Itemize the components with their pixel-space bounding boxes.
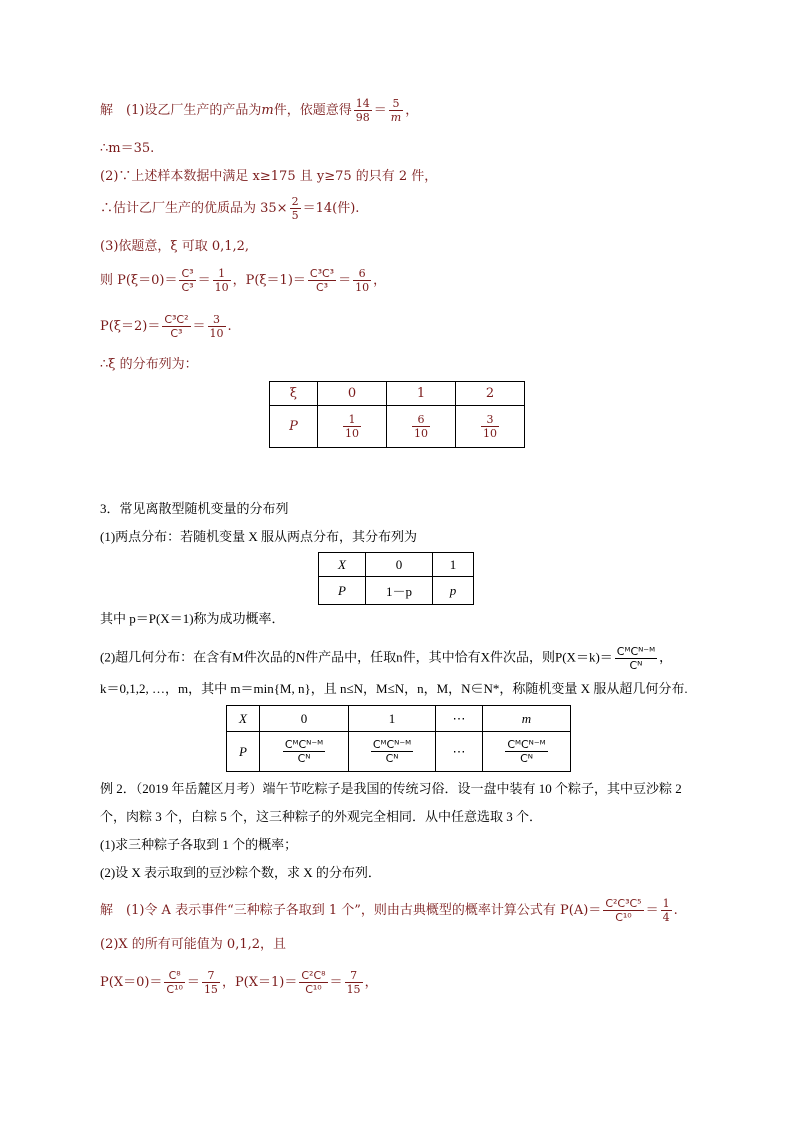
hypergeometric-line1 bbox=[100, 646, 672, 671]
equals: ＝ bbox=[373, 103, 387, 118]
numerator: C³ bbox=[181, 267, 194, 280]
text: (2)超几何分布：在含有M件次品的N件产品中，任取n件，其中恰有X件次品，则P(X＝k)＝ bbox=[100, 649, 613, 665]
text: P(ξ＝2)＝ bbox=[100, 319, 161, 334]
denominator: C¹⁰ bbox=[615, 911, 632, 924]
table-cell bbox=[387, 406, 456, 448]
table-cell bbox=[456, 406, 525, 448]
equals: ＝ bbox=[186, 975, 200, 990]
numerator: C³C³ bbox=[309, 267, 335, 280]
table-header-cell: 2 bbox=[456, 382, 525, 406]
fraction-hypergeometric bbox=[615, 646, 657, 671]
section-title: 3．常见离散型随机变量的分布列 bbox=[100, 501, 289, 516]
numerator: 7 bbox=[345, 970, 363, 983]
denominator: m bbox=[390, 111, 402, 124]
denominator: 5 bbox=[291, 209, 299, 222]
numerator: 6 bbox=[353, 268, 371, 281]
success-prob-text: 其中 p＝P(X＝1)称为成功概率． bbox=[100, 611, 285, 626]
denominator: C¹⁰ bbox=[166, 983, 183, 996]
numerator: 1 bbox=[213, 268, 231, 281]
sol1-line5: (3)依题意，ξ 可取 0,1,2, bbox=[100, 239, 250, 254]
question-2: (2)设 X 表示取到的豆沙粽个数，求 X 的分布列． bbox=[100, 865, 381, 880]
numerator: CᴹCᴺ⁻ᴹ bbox=[616, 645, 656, 658]
table-header-cell: X bbox=[319, 553, 366, 577]
table-header-cell: 1 bbox=[349, 706, 436, 732]
two-point-table bbox=[318, 552, 474, 605]
row-label: P bbox=[227, 732, 260, 772]
text: ， bbox=[373, 273, 387, 288]
fraction-2-5 bbox=[290, 196, 301, 221]
numerator: C²C³C⁵ bbox=[605, 897, 642, 910]
equals: ＝ bbox=[338, 273, 352, 288]
numerator: 1 bbox=[662, 897, 670, 910]
numerator: C²C⁸ bbox=[301, 969, 326, 982]
table-cell bbox=[349, 732, 436, 772]
hypergeometric-table bbox=[226, 705, 571, 772]
text: ， bbox=[659, 649, 673, 665]
sol2-line1 bbox=[100, 898, 678, 923]
text: ， bbox=[364, 975, 378, 990]
table-cell bbox=[483, 732, 571, 772]
fraction-5-m bbox=[389, 98, 403, 123]
sol1-line8: ∴ξ 的分布列为： bbox=[100, 357, 198, 372]
text: 则 P(ξ＝0)＝ bbox=[100, 273, 178, 288]
numerator: CᴹCᴺ⁻ᴹ bbox=[284, 738, 324, 751]
denominator: 15 bbox=[346, 983, 361, 996]
table-header-cell: 1 bbox=[433, 553, 474, 577]
numerator: 3 bbox=[208, 314, 226, 327]
denominator: 10 bbox=[483, 427, 497, 440]
table-header-cell: 0 bbox=[318, 382, 387, 406]
fraction-1-10 bbox=[213, 268, 231, 293]
text: ， bbox=[405, 103, 419, 118]
numerator: C⁸ bbox=[164, 970, 185, 983]
sol1-line7 bbox=[100, 314, 232, 339]
denominator: 10 bbox=[355, 281, 370, 294]
table-header-cell: 0 bbox=[260, 706, 349, 732]
denominator: C³ bbox=[170, 327, 183, 340]
numerator: 14 bbox=[355, 97, 370, 110]
distribution-table-xi bbox=[269, 381, 525, 448]
denominator: 10 bbox=[345, 427, 359, 440]
var-m: m bbox=[261, 103, 274, 118]
equals: ＝ bbox=[197, 273, 211, 288]
numerator: C³C² bbox=[164, 313, 189, 326]
fraction-1-4 bbox=[661, 898, 672, 923]
table-header-cell: 1 bbox=[387, 382, 456, 406]
fraction-3-10 bbox=[208, 314, 226, 339]
equals: ＝ bbox=[645, 903, 659, 918]
example-line2: 个，肉粽 3 个，白粽 5 个，这三种粽子的外观完全相同．从中任意选取 3 个． bbox=[100, 809, 543, 824]
denominator: 10 bbox=[214, 281, 229, 294]
example-line1: 例 2．（2019 年岳麓区月考）端午节吃粽子是我国的传统习俗．设一盘中装有 10 个粽子，其中豆沙粽 2 bbox=[100, 781, 682, 796]
fraction-combination bbox=[164, 970, 185, 995]
numerator: CᴹCᴺ⁻ᴹ bbox=[372, 738, 412, 751]
sol1-line2: ∴m＝35. bbox=[100, 141, 155, 156]
text: ，P(ξ＝1)＝ bbox=[232, 273, 306, 288]
row-label: P bbox=[270, 406, 318, 448]
sol2-line2: (2)X 的所有可能值为 0,1,2，且 bbox=[100, 937, 287, 952]
text: ＝14(件). bbox=[302, 201, 360, 216]
table-cell bbox=[318, 406, 387, 448]
denominator: 10 bbox=[209, 327, 224, 340]
fraction-combination bbox=[308, 268, 336, 293]
table-header-cell: m bbox=[483, 706, 571, 732]
fraction-combination bbox=[603, 898, 643, 923]
denominator: Cᴺ bbox=[297, 752, 311, 765]
denominator: C³ bbox=[315, 281, 329, 294]
denominator: 4 bbox=[662, 911, 670, 924]
table-header-cell: ⋯ bbox=[436, 706, 483, 732]
sol1-line4 bbox=[100, 196, 359, 221]
fraction-14-98 bbox=[354, 98, 372, 123]
fraction-combination bbox=[179, 268, 195, 293]
table-header-cell: 0 bbox=[366, 553, 433, 577]
equals: ＝ bbox=[329, 975, 343, 990]
sol2-line3 bbox=[100, 970, 378, 995]
row-label: P bbox=[319, 577, 366, 605]
table-cell: p bbox=[433, 577, 474, 605]
denominator: 98 bbox=[355, 111, 370, 124]
text: . bbox=[227, 319, 232, 334]
numerator: 2 bbox=[291, 195, 299, 208]
numerator: 7 bbox=[202, 970, 220, 983]
denominator: C¹⁰ bbox=[305, 983, 322, 996]
question-1: (1)求三种粽子各取到 1 个的概率； bbox=[100, 837, 298, 852]
sol1-line1 bbox=[100, 98, 418, 123]
denominator: Cᴺ bbox=[520, 752, 533, 765]
denominator: 15 bbox=[203, 983, 218, 996]
text: 件，依题意得 bbox=[273, 103, 352, 118]
fraction-7-15 bbox=[202, 970, 220, 995]
equals: ＝ bbox=[192, 319, 206, 334]
sol1-line6 bbox=[100, 268, 386, 293]
numerator: 3 bbox=[481, 414, 499, 427]
denominator: Cᴺ bbox=[629, 659, 643, 672]
numerator: 6 bbox=[412, 414, 430, 427]
text: 解 (1)设乙厂生产的产品为 bbox=[100, 103, 262, 118]
text: 解 (1)令 A 表示事件“三种粽子各取到 1 个”，则由古典概型的概率计算公式有 P(A)＝ bbox=[100, 903, 602, 918]
hypergeometric-line2: k＝0,1,2, …，m，其中 m＝min{M, n}，且 n≤N，M≤N，n，M，N∈N*，称随机变量 X 服从超几何分布. bbox=[100, 681, 688, 696]
fraction-6-10 bbox=[353, 268, 371, 293]
denominator: 10 bbox=[414, 427, 428, 440]
table-header-cell: X bbox=[227, 706, 260, 732]
numerator: CᴹCᴺ⁻ᴹ bbox=[507, 738, 546, 751]
denominator: C³ bbox=[181, 281, 194, 294]
table-header-cell: ξ bbox=[270, 382, 318, 406]
fraction-7-15 bbox=[345, 970, 363, 995]
fraction-combination bbox=[162, 314, 190, 339]
table-cell: 1－p bbox=[366, 577, 433, 605]
text: ∴估计乙厂生产的优质品为 35× bbox=[100, 201, 288, 216]
text: . bbox=[673, 903, 678, 918]
denominator: Cᴺ bbox=[385, 752, 399, 765]
table-cell bbox=[260, 732, 349, 772]
text: P(X＝0)＝ bbox=[100, 975, 163, 990]
two-point-text: (1)两点分布：若随机变量 X 服从两点分布，其分布列为 bbox=[100, 529, 418, 544]
numerator: 5 bbox=[389, 98, 403, 111]
table-cell: ⋯ bbox=[436, 732, 483, 772]
numerator: 1 bbox=[343, 414, 361, 427]
fraction-combination bbox=[299, 970, 327, 995]
sol1-line3: (2)∵上述样本数据中满足 x≥175 且 y≥75 的只有 2 件， bbox=[100, 169, 438, 184]
text: ，P(X＝1)＝ bbox=[221, 975, 298, 990]
